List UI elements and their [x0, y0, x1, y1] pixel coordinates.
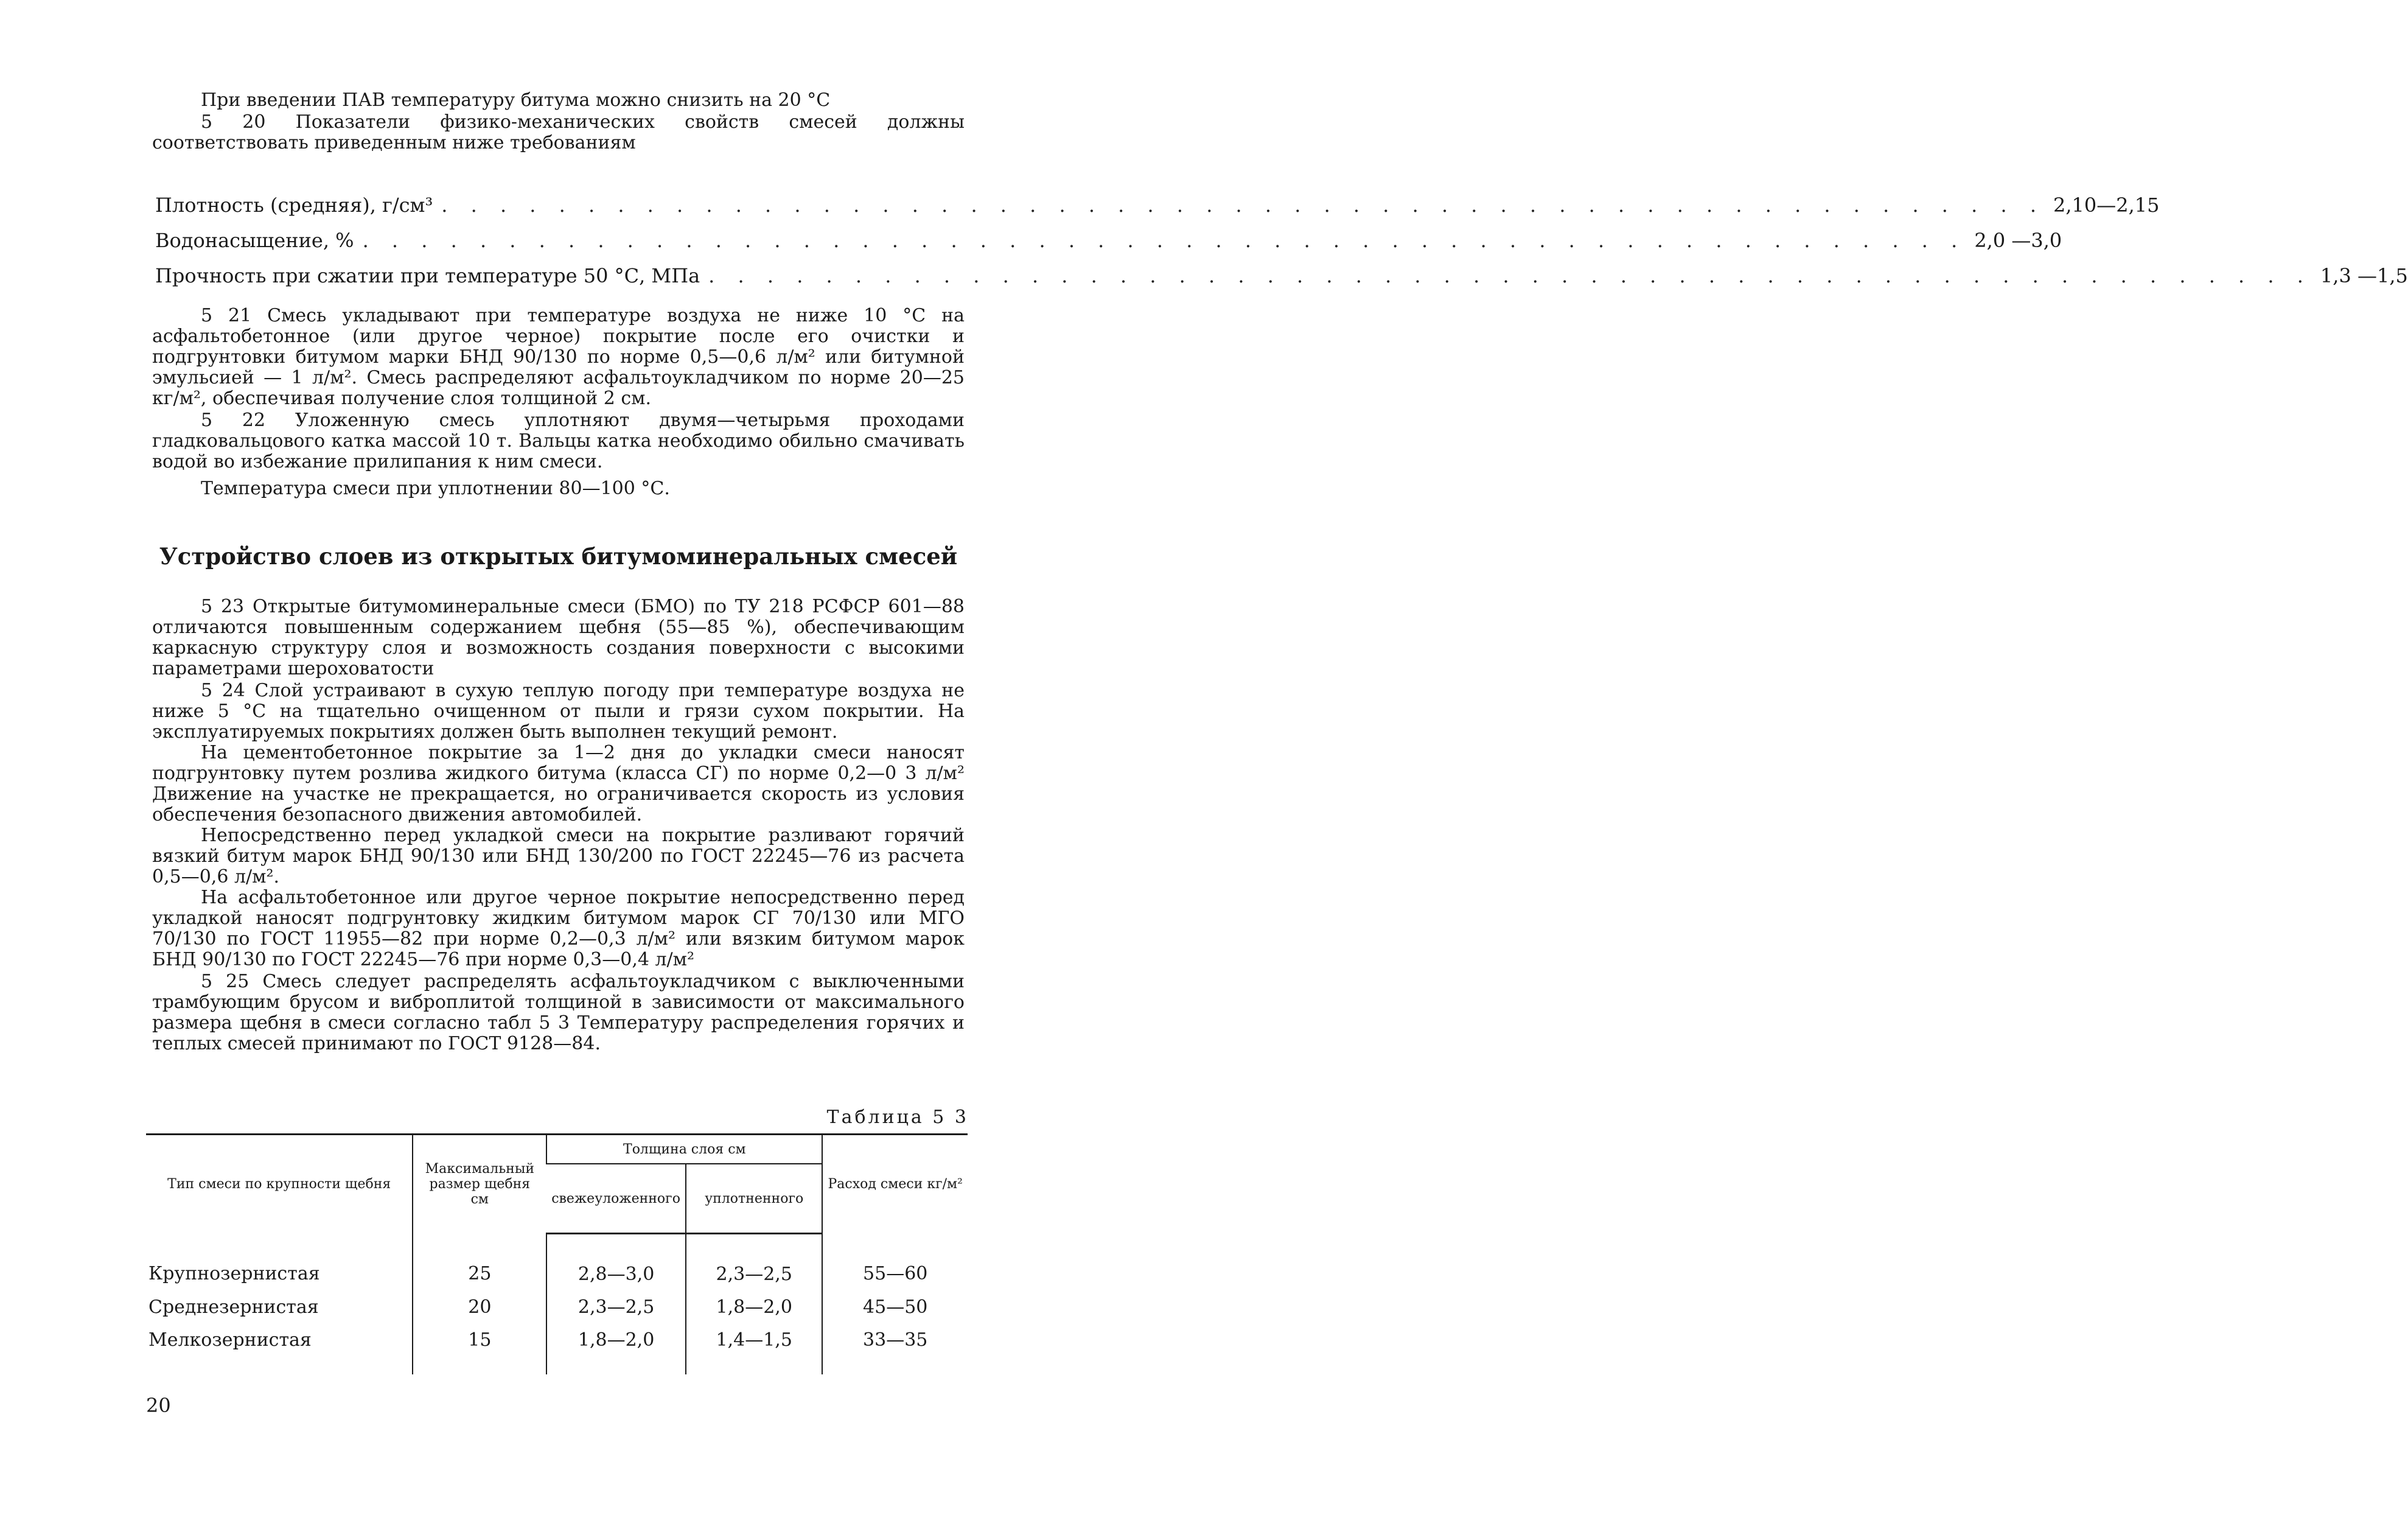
cell-compacted: 1,4—1,5 — [686, 1323, 823, 1374]
cell-mix-type: Среднезернистая — [148, 1296, 319, 1318]
cell-compacted: 1,8—2,0 — [686, 1290, 823, 1323]
cell-compacted: 2,3—2,5 — [686, 1234, 823, 1291]
header-mix-type: Тип смеси по крупности щебня — [146, 1135, 413, 1234]
cell-max-size: 25 — [413, 1234, 546, 1291]
header-compacted: уплотненного — [686, 1164, 823, 1234]
property-row — [155, 194, 2160, 229]
header-fresh: свежеуложенного — [546, 1164, 686, 1234]
cell-max-size: 20 — [413, 1290, 546, 1323]
paragraph-5-20: 5 20 Показатели физико-механических свойств смесей должны соответствовать приведенным ниже требованиям — [152, 111, 965, 153]
property-value: 2,10—2,15 — [2053, 194, 2160, 217]
cell-consumption: 55—60 — [822, 1234, 968, 1291]
table-row — [146, 1323, 968, 1374]
paragraph-hot-bitumen: Непосредственно перед укладкой смеси на покрытие разливают горячий вязкий битум марок БНД 90/130 или БНД 130/200 по ГОСТ 22245—76 из расчета 0,5—0,6 л/м². — [152, 825, 965, 887]
paragraph-cement-primer: На цементобетонное покрытие за 1—2 дня до укладки смеси наносят подгрунтовку путем розлива жидкого битума (класса СГ) по норме 0,2—0 3 л/м² Движение на участке не прекращается, но ограничивается скорость из условия обеспечения безопасного движения автомобилей. — [152, 742, 965, 825]
properties-list — [155, 194, 2408, 299]
paragraph-pav-temperature: При введении ПАВ температуру битума можно снизить на 20 °С — [201, 89, 831, 111]
cell-consumption: 33—35 — [822, 1323, 968, 1374]
cell-mix-type: Крупнозернистая — [148, 1262, 320, 1284]
paragraph-5-24: 5 24 Слой устраивают в сухую теплую погоду при температуре воздуха не ниже 5 °С на тщательно очищенном от пыли и грязи сухом покрытии. На эксплуатируемых покрытиях должен быть выполнен текущий ремонт. — [152, 680, 965, 743]
paragraph-5-22: 5 22 Уложенную смесь уплотняют двумя—четырьмя проходами гладковальцового катка массой 10 т. Вальцы катка необходимо обильно смачивать водой во избежание прилипания к ним смеси. — [152, 410, 965, 472]
property-row — [155, 229, 2062, 264]
table-row — [146, 1290, 968, 1323]
dot-leader: . . . . . . . . . . . . . . . . . . . . . . . . . . . . . . . . . . . . . . . . . . . . . . . . . . . . . . . — [441, 194, 2045, 217]
table-caption: Таблица 5 3 — [826, 1107, 969, 1128]
header-consumption: Расход смеси кг/м² — [822, 1135, 968, 1234]
table-5-3 — [146, 1133, 968, 1374]
paragraph-5-21: 5 21 Смесь укладывают при температуре воздуха не ниже 10 °С на асфальтобетонное (или другое черное) покрытие после его очистки и подгрунтовки битумом марки БНД 90/130 по норме 0,5—0,6 л/м² или битумной эмульсией — 1 л/м². Смесь распределяют асфальтоукладчиком по норме 20—25 кг/м², обеспечивая получение слоя толщиной 2 см. — [152, 305, 965, 409]
property-label: Прочность при сжатии при температуре 50 °С, МПа — [155, 264, 700, 287]
property-label: Водонасыщение, % — [155, 229, 354, 252]
header-max-size: Максимальный размер щебня см — [413, 1135, 546, 1234]
property-value: 2,0 —3,0 — [1974, 229, 2062, 252]
dot-leader: . . . . . . . . . . . . . . . . . . . . . . . . . . . . . . . . . . . . . . . . . . . . . . . . . . . . . . . — [362, 229, 1966, 252]
cell-fresh: 1,8—2,0 — [546, 1323, 686, 1374]
property-row — [155, 264, 2408, 299]
paragraph-asphalt-primer: На асфальтобетонное или другое черное покрытие непосредственно перед укладкой наносят подгрунтовку жидким битумом марок СГ 70/130 или МГО 70/130 по ГОСТ 11955—82 при норме 0,2—0,3 л/м² или вязким битумом марок БНД 90/130 по ГОСТ 22245—76 при норме 0,3—0,4 л/м² — [152, 887, 965, 970]
paragraph-compaction-temperature: Температура смеси при уплотнении 80—100 °С. — [201, 478, 670, 499]
cell-fresh: 2,8—3,0 — [546, 1234, 686, 1291]
table-row — [146, 1234, 968, 1291]
cell-consumption: 45—50 — [822, 1290, 968, 1323]
cell-mix-type: Мелкозернистая — [148, 1329, 312, 1351]
property-label: Плотность (средняя), г/см³ — [155, 194, 433, 217]
header-thickness: Толщина слоя см — [546, 1135, 822, 1164]
dot-leader: . . . . . . . . . . . . . . . . . . . . . . . . . . . . . . . . . . . . . . . . . . . . . . . . . . . . . . . — [708, 264, 2312, 287]
section-heading: Устройство слоев из открытых битумоминеральных смесей — [159, 543, 958, 570]
paragraph-5-23: 5 23 Открытые битумоминеральные смеси (БМО) по ТУ 218 РСФСР 601—88 отличаются повышенным содержанием щебня (55—85 %), обеспечивающим каркасную структуру слоя и возможность создания поверхности с высокими параметрами шероховатости — [152, 596, 965, 679]
paragraph-5-25: 5 25 Смесь следует распределять асфальтоукладчиком с выключенными трамбующим брусом и виброплитой толщиной в зависимости от максимального размера щебня в смеси согласно табл 5 3 Температуру распределения горячих и теплых смесей принимают по ГОСТ 9128—84. — [152, 971, 965, 1054]
cell-max-size: 15 — [413, 1323, 546, 1374]
page-number: 20 — [146, 1394, 171, 1417]
cell-fresh: 2,3—2,5 — [546, 1290, 686, 1323]
property-value: 1,3 —1,5 — [2320, 264, 2408, 287]
